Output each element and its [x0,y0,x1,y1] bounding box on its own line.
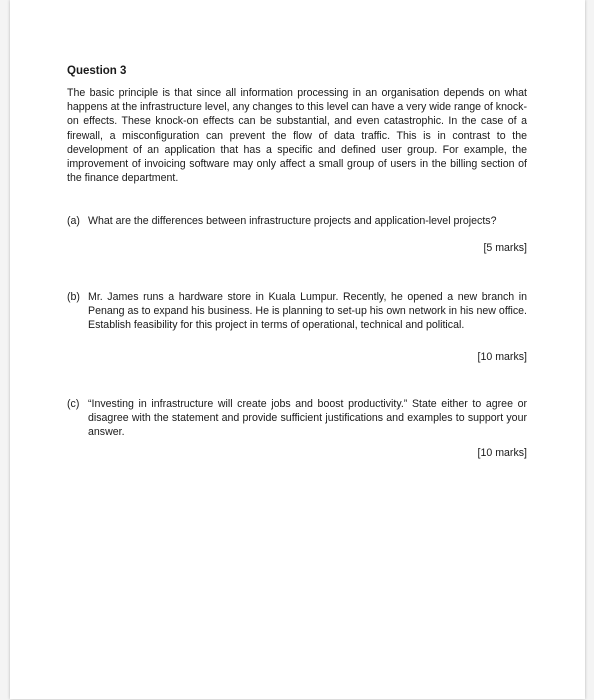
part-c-marks: [10 marks] [477,447,527,459]
part-b-label: (b) [67,291,80,303]
part-b-marks: [10 marks] [477,351,527,363]
document-page [10,0,585,699]
question-part-b [67,290,527,333]
question-intro-paragraph: The basic principle is that since all information processing in an organisation depends on what happens at the infrastructure level, any changes to this level can have a very wide range of knock-on effects. These knock-on effects can be substantial, and even catastrophic. In the case of a firewall, a misconfiguration can prevent the flow of data traffic. This is in contrast to the development of an application that has a specific and defined user group. For example, the improvement of invoicing software may only affect a small group of users in the billing section of the finance department. [67,87,527,185]
part-c-label: (c) [67,398,80,410]
part-b-text: Mr. James runs a hardware store in Kuala Lumpur. Recently, he opened a new branch in Penang as to expand his business. He is planning to set-up his own network in his new office. Establish feasibility for this project in terms of operational, technical and political. [88,291,527,332]
part-a-text: What are the differences between infrastructure projects and application-level projects? [88,215,497,227]
part-c-text: “Investing in infrastructure will create jobs and boost productivity.” State either to agree or disagree with the statement and provide sufficient justifications and examples to support your answer. [88,398,527,439]
question-part-c [67,397,527,440]
question-part-a [67,214,527,228]
part-a-label: (a) [67,215,80,227]
part-a-marks: [5 marks] [483,242,527,254]
question-heading: Question 3 [67,65,127,77]
